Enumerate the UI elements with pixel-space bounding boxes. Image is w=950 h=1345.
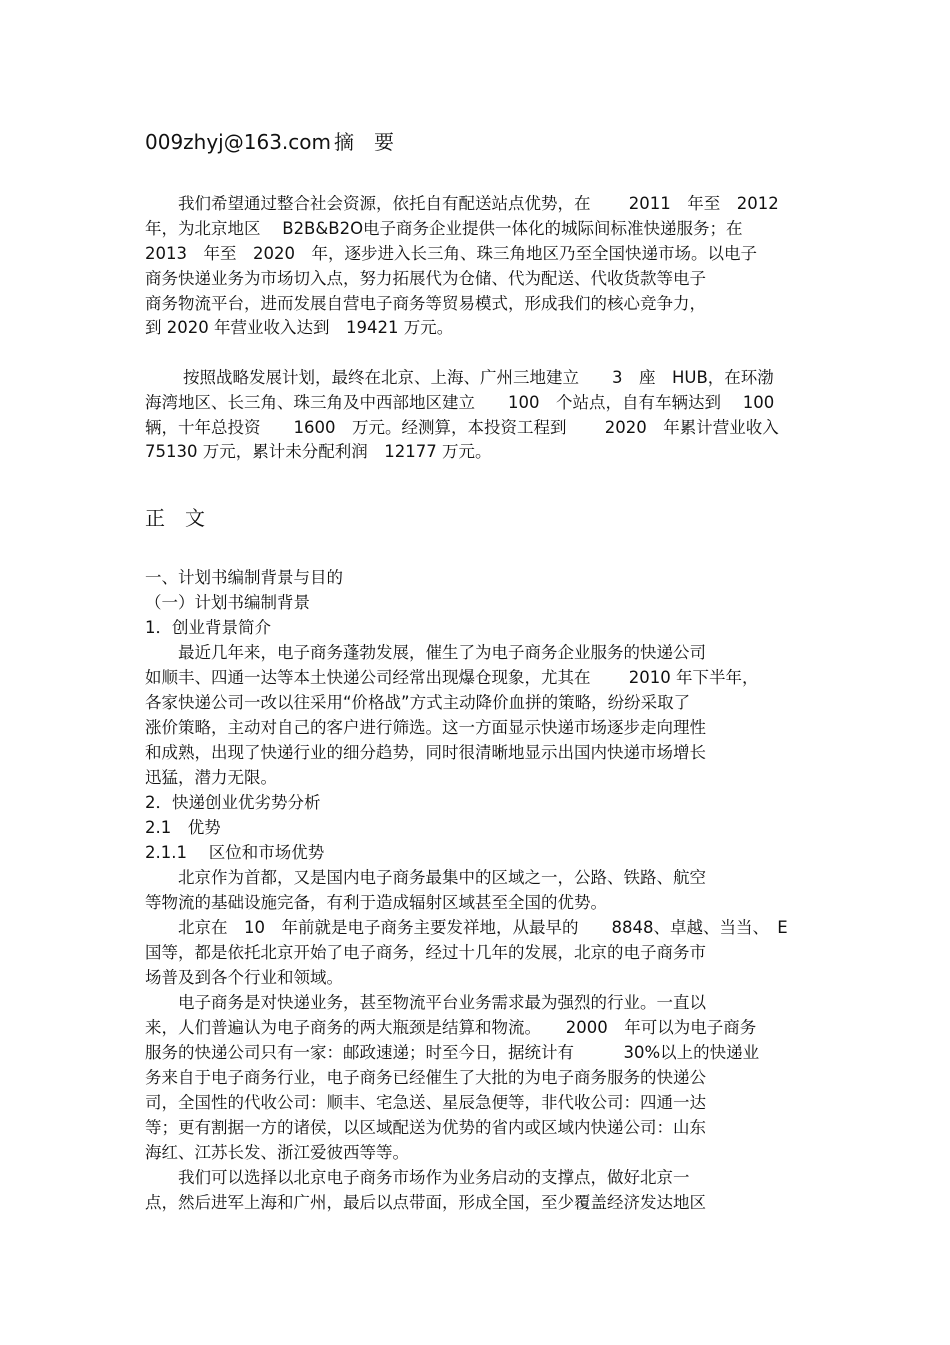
subsection-heading: （一）计划书编制背景 [145,593,310,612]
advantage-line: 北京在 10 年前就是电子商务主要发祥地，从最早的 8848、卓越、当当、 E [178,918,788,937]
background-line: 如顺丰、四通一达等本土快递公司经常出现爆仓现象，尤其在 2010 年下半年， [145,668,759,687]
advantage-line: 等；更有割据一方的诸侯，以区域配送为优势的省内或区域内快递公司：山东 [145,1118,706,1137]
advantage-line: 海红、江苏长发、浙江爱彼西等等。 [145,1143,409,1162]
abstract-p1-line: 我们希望通过整合社会资源，依托自有配送站点优势，在 2011 年至 2012 [178,194,779,213]
abstract-p1-line: 商务快递业务为市场切入点，努力拓展代为仓储、代为配送、代收货款等电子 [145,269,706,288]
advantage-line: 司，全国性的代收公司：顺丰、宅急送、星辰急便等，非代收公司：四通一达 [145,1093,706,1112]
item-heading: 2．快递创业优劣势分析 [145,793,321,812]
abstract-p1-line: 到 2020 年营业收入达到 19421 万元。 [145,318,454,337]
advantage-line: 服务的快递公司只有一家：邮政速递；时至今日，据统计有 30%以上的快递业 [145,1043,760,1062]
abstract-heading: 摘 要 [334,130,394,154]
advantage-line: 我们可以选择以北京电子商务市场作为业务启动的支撑点，做好北京一 [178,1168,690,1187]
abstract-p1-line: 商务物流平台，进而发展自营电子商务等贸易模式，形成我们的核心竞争力， [145,294,706,313]
advantage-line: 点，然后进军上海和广州，最后以点带面，形成全国，至少覆盖经济发达地区 [145,1193,706,1212]
advantage-line: 场普及到各个行业和领域。 [145,968,343,987]
background-line: 和成熟，出现了快递行业的细分趋势，同时很清晰地显示出国内快递市场增长 [145,743,706,762]
abstract-p2-line: 75130 万元，累计未分配利润 12177 万元。 [145,442,492,461]
author-email: 009zhyj@163.com [145,130,331,154]
background-line: 涨价策略，主动对自己的客户进行筛选。这一方面显示快递市场逐步走向理性 [145,718,706,737]
section-heading: 一、计划书编制背景与目的 [145,568,343,587]
advantage-line: 来，人们普遍认为电子商务的两大瓶颈是结算和物流。 2000 年可以为电子商务 [145,1018,757,1037]
advantage-line: 务来自于电子商务行业，电子商务已经催生了大批的为电子商务服务的快递公 [145,1068,706,1087]
item-heading: 2.1 优势 [145,818,221,837]
advantage-line: 等物流的基础设施完备，有利于造成辐射区域甚至全国的优势。 [145,893,607,912]
advantage-line: 国等，都是依托北京开始了电子商务，经过十几年的发展，北京的电子商务市 [145,943,706,962]
abstract-p1-line: 年，为北京地区 B2B&B2O电子商务企业提供一体化的城际间标准快递服务；在 [145,219,743,238]
background-line: 迅猛，潜力无限。 [145,768,277,787]
body-heading: 正 文 [145,506,205,530]
item-heading: 2.1.1 区位和市场优势 [145,843,325,862]
advantage-line: 北京作为首都，又是国内电子商务最集中的区域之一，公路、铁路、航空 [178,868,706,887]
abstract-p2-line: 按照战略发展计划，最终在北京、上海、广州三地建立 3 座 HUB，在环渤 [183,368,774,387]
item-heading: 1．创业背景简介 [145,618,271,637]
abstract-p2-line: 海湾地区、长三角、珠三角及中西部地区建立 100 个站点，自有车辆达到 100 [145,393,775,412]
advantage-line: 电子商务是对快递业务，甚至物流平台业务需求最为强烈的行业。一直以 [178,993,706,1012]
background-line: 最近几年来，电子商务蓬勃发展，催生了为电子商务企业服务的快递公司 [178,643,706,662]
background-line: 各家快递公司一改以往采用“价格战”方式主动降价血拼的策略，纷纷采取了 [145,693,691,712]
abstract-p1-line: 2013 年至 2020 年，逐步进入长三角、珠三角地区乃至全国快递市场。以电子 [145,244,757,263]
abstract-p2-line: 辆，十年总投资 1600 万元。经测算，本投资工程到 2020 年累计营业收入 [145,418,779,437]
